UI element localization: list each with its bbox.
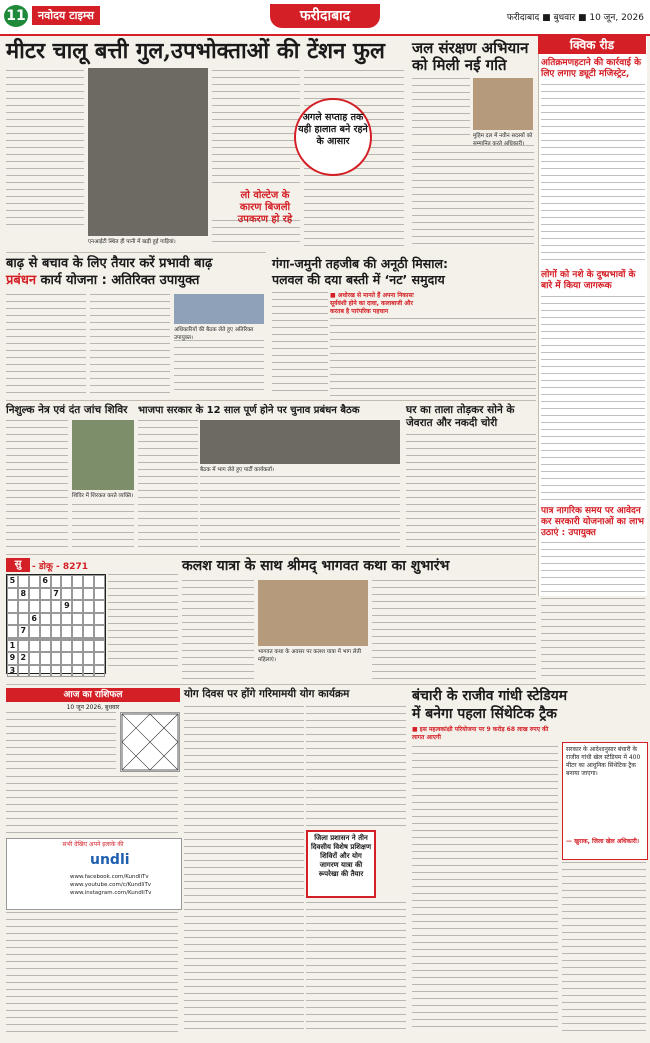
divider — [6, 684, 646, 685]
headline-flood-red: प्रबंधन — [6, 273, 37, 288]
sudoku-cell[interactable] — [7, 588, 18, 601]
sudoku-rules — [108, 574, 178, 672]
photo-flooded-vehicles — [88, 68, 208, 236]
sudoku-cell[interactable] — [51, 640, 62, 653]
sudoku-cell[interactable] — [18, 600, 29, 613]
sudoku-cell[interactable]: 6 — [29, 613, 40, 626]
headline-eyecamp: निशुल्क नेत्र एवं दंत जांच शिविर — [6, 404, 128, 416]
horoscope-date: 10 जून 2026, बुधवार — [66, 704, 120, 711]
headline-ganga-2: पलवल की दया बस्ती में ‘नट’ समुदाय — [272, 272, 445, 287]
article-body-kalash-2 — [372, 580, 536, 680]
horoscope-text-3 — [6, 912, 178, 1034]
sudoku-cell[interactable] — [29, 640, 40, 653]
headline-flood-1: बाढ़ से बचाव के लिए तैयार करें प्रभावी बाढ़ — [6, 256, 213, 271]
lowvolt-callout: लो वोल्टेज के कारण बिजली उपकरण हो रहे — [237, 190, 293, 225]
sudoku-cell[interactable]: 6 — [40, 575, 51, 588]
sudoku-cell[interactable] — [18, 613, 29, 626]
sudoku-cell[interactable]: 7 — [51, 588, 62, 601]
headline-bjp: भाजपा सरकार के 12 साल पूर्ण होने पर चुनाव प्रबंधन बैठक — [138, 405, 360, 416]
sudoku-cell[interactable] — [29, 665, 40, 678]
photo-bjp-meeting — [200, 420, 400, 464]
horoscope-text-2 — [6, 776, 178, 834]
sudoku-cell[interactable] — [29, 575, 40, 588]
sudoku-cell[interactable] — [72, 640, 83, 653]
sudoku-cell[interactable] — [94, 600, 105, 613]
sudoku-cell[interactable] — [61, 665, 72, 678]
sudoku-cell[interactable] — [94, 640, 105, 653]
sudoku-cell[interactable] — [40, 652, 51, 665]
sudoku-cell[interactable] — [94, 625, 105, 638]
article-body-meter-2 — [212, 70, 300, 185]
ad-url-facebook[interactable]: www.facebook.com/KundliTv — [70, 874, 149, 880]
sudoku-cell[interactable] — [94, 665, 105, 678]
ad-url-instagram[interactable]: www.instagram.com/KundliTv — [70, 890, 152, 896]
article-body-kalash — [182, 580, 254, 680]
sudoku-cell[interactable]: 9 — [7, 652, 18, 665]
headline-meter: मीटर चालू बत्ती गुल,उपभोक्ताओं की टेंशन फुल — [6, 38, 385, 64]
headline-stadium-2: में बनेगा पहला सिंथेटिक ट्रैक — [412, 706, 557, 722]
article-body-eyecamp-2 — [72, 504, 134, 550]
article-body-stadium — [412, 746, 558, 1032]
stadium-subhead: ■ इस महत्वकांक्षी परियोजना पर 9 करोड़ 68 लाख रुपए की लागत आएगी — [412, 726, 549, 741]
article-body-flood-3 — [174, 340, 264, 396]
ad-brand: undli — [90, 852, 130, 868]
photo-caption-water: मुहिम दल में नवीन सदस्यों को सम्मानित करते अधिकारी। — [473, 133, 533, 147]
sudoku-cell[interactable] — [7, 600, 18, 613]
article-body-yoga-2 — [306, 706, 406, 826]
sudoku-cell[interactable]: 5 — [7, 575, 18, 588]
sudoku-title: सु — [6, 558, 30, 572]
sudoku-cell[interactable] — [72, 613, 83, 626]
sudoku-cell[interactable] — [72, 600, 83, 613]
photo-flood-meeting — [174, 294, 264, 324]
sudoku-cell[interactable] — [94, 652, 105, 665]
sudoku-cell[interactable] — [29, 625, 40, 638]
headline-theft: घर का ताला तोड़कर सोने के जेवरात और नकदी चोरी — [406, 404, 515, 429]
headline-ganga-1: गंगा-जमुनी तहजीब की अनूठी मिसाल: — [272, 256, 448, 271]
sudoku-cell[interactable] — [51, 613, 62, 626]
sudoku-cell[interactable]: 9 — [61, 600, 72, 613]
sudoku-cell[interactable]: 1 — [7, 640, 18, 653]
divider — [6, 252, 266, 253]
sudoku-cell[interactable]: 3 — [7, 665, 18, 678]
sudoku-cell[interactable] — [40, 600, 51, 613]
article-body-theft — [406, 434, 536, 550]
article-body-eyecamp — [6, 420, 68, 550]
article-body-ganga — [272, 292, 328, 396]
article-body-water — [412, 78, 470, 140]
sudoku-cell[interactable] — [18, 665, 29, 678]
sudoku-cell[interactable] — [51, 652, 62, 665]
sudoku-cell[interactable] — [61, 640, 72, 653]
sudoku-cell[interactable] — [72, 575, 83, 588]
sudoku-cell[interactable] — [51, 625, 62, 638]
sudoku-cell[interactable] — [83, 613, 94, 626]
sudoku-cell[interactable] — [83, 652, 94, 665]
ganga-subhead-2: सूर्यवंशी होने का दावा, कलाबाजी और — [330, 300, 413, 307]
sudoku-cell[interactable] — [40, 625, 51, 638]
quick-read-headline-2: लोगों को नशे के दुष्प्रभावों के बारे में किया जागरूक — [541, 270, 636, 291]
dateline: फरीदाबाद ■ बुधवार ■ 10 जून, 2026 — [506, 13, 644, 23]
ganga-subhead-3: करतब है पारंपरिक पहचान — [330, 308, 389, 315]
article-body-bjp-2 — [200, 476, 400, 550]
sudoku-grid[interactable] — [6, 574, 106, 674]
headline-flood-2 — [6, 273, 268, 289]
sudoku-cell[interactable] — [83, 640, 94, 653]
article-body-meter — [6, 70, 84, 230]
sudoku-cell[interactable] — [7, 625, 18, 638]
sudoku-cell[interactable] — [40, 640, 51, 653]
horoscope-title: आज का राशिफल — [6, 688, 180, 702]
sudoku-cell[interactable] — [72, 588, 83, 601]
article-body-water-2 — [412, 145, 534, 245]
sudoku-cell[interactable] — [29, 600, 40, 613]
sudoku-cell[interactable] — [29, 652, 40, 665]
divider — [6, 554, 536, 555]
sudoku-cell[interactable] — [51, 575, 62, 588]
sudoku-cell[interactable] — [61, 613, 72, 626]
sudoku-cell[interactable] — [61, 625, 72, 638]
ad-url-youtube[interactable]: www.youtube.com/c/KundliTv — [70, 882, 152, 888]
sudoku-cell[interactable] — [83, 665, 94, 678]
quote-circle: अगले सप्ताह तक यही हालात बने रहने के आसार — [294, 98, 372, 176]
photo-eyecamp — [72, 420, 134, 490]
photo-caption-flood: अधिकारियों की बैठक लेते हुए अतिरिक्त उपायुक्त। — [174, 327, 254, 341]
sudoku-cell[interactable] — [83, 588, 94, 601]
article-body-bjp — [138, 420, 198, 550]
quick-read-body-3 — [541, 542, 645, 682]
sudoku-cell[interactable] — [40, 613, 51, 626]
quick-read-title: क्विक रीड — [538, 36, 646, 54]
headline-kalash: कलश यात्रा के साथ श्रीमद् भागवत कथा का शुभारंभ — [182, 558, 450, 574]
headline-water: जल संरक्षण अभियान को मिली नई गति — [412, 39, 529, 74]
sudoku-cell[interactable] — [61, 588, 72, 601]
stadium-side-attr: — खुराक, जिला खेल अधिकारी। — [566, 838, 640, 845]
quick-read-headline-3: पात्र नागरिक समय पर आवेदन कर सरकारी योजनाओं का लाभ उठाएं : उपायुक्त — [541, 506, 644, 538]
article-body-flood-2 — [90, 294, 170, 396]
sudoku-cell[interactable] — [83, 625, 94, 638]
sudoku-cell[interactable] — [83, 600, 94, 613]
sudoku-cell[interactable] — [94, 613, 105, 626]
sudoku-cell[interactable] — [61, 652, 72, 665]
sudoku-cell[interactable] — [40, 665, 51, 678]
photo-caption-bjp: बैठक में भाग लेते हुए पार्टी कार्यकर्ता। — [200, 467, 275, 473]
article-body-yoga-3 — [306, 902, 406, 1032]
sudoku-cell[interactable] — [94, 588, 105, 601]
headline-yoga: योग दिवस पर होंगे गरिमामयी योग कार्यक्रम — [184, 688, 350, 700]
sudoku-cell[interactable]: 8 — [18, 588, 29, 601]
horoscope-chart — [120, 712, 180, 772]
quick-read-body-2 — [541, 296, 645, 501]
sudoku-cell[interactable] — [83, 575, 94, 588]
horoscope-text — [6, 712, 116, 772]
page-number: 11 — [4, 5, 28, 27]
sudoku-cell[interactable] — [29, 588, 40, 601]
article-body-stadium-2 — [562, 862, 646, 1032]
sudoku-cell[interactable] — [72, 665, 83, 678]
brand-logo: नवोदय टाइम्स — [32, 6, 100, 25]
sudoku-cell[interactable] — [18, 575, 29, 588]
article-body-ganga-2 — [330, 318, 536, 396]
sudoku-cell[interactable] — [51, 600, 62, 613]
photo-water-campaign — [473, 78, 533, 130]
ad-tagline: सभी देखिए अपने इलाके की — [62, 841, 124, 848]
article-body-flood — [6, 294, 86, 396]
photo-caption-meter: एनआईटी स्थित ही पानी में खड़ी हुई गाड़ियां। — [88, 239, 176, 245]
sudoku-cell[interactable] — [72, 625, 83, 638]
quick-read-body-1 — [541, 84, 645, 264]
photo-kalash-yatra — [258, 580, 368, 646]
sudoku-cell[interactable] — [61, 575, 72, 588]
photo-caption-kalash: भागवत कथा के अवसर पर कलश यात्रा में भाग लेती महिलाएं। — [258, 649, 362, 663]
headline-flood-rest: कार्य योजना : अतिरिक्त उपायुक्त — [36, 273, 200, 288]
divider — [6, 400, 536, 401]
headline-stadium-1: बंचारी के राजीव गांधी स्टेडियम — [412, 688, 568, 704]
city-banner: फरीदाबाद — [270, 4, 380, 28]
sudoku-cell[interactable] — [40, 588, 51, 601]
sudoku-cell[interactable] — [51, 665, 62, 678]
sudoku-cell[interactable] — [94, 575, 105, 588]
sudoku-cell[interactable] — [72, 652, 83, 665]
quick-read-headline-1: अतिक्रमणहटाने की कार्रवाई के लिए लगाए ड्यूटी मजिस्ट्रेट, — [541, 58, 642, 79]
ganga-subhead-1: ■ अधोरख से मानते हैं अपना निकासः — [330, 292, 414, 299]
sudoku-cell[interactable]: 7 — [18, 625, 29, 638]
sudoku-cell[interactable] — [18, 640, 29, 653]
sudoku-label: - डोकू - 8271 — [32, 562, 88, 572]
yoga-callout: जिला प्रशासन ने तीन दिवसीय विशेष प्रशिक्षण शिविरों और योग जागरण यात्रा की रूपरेखा की तैयार — [306, 830, 376, 898]
horoscope-chart-svg — [121, 713, 179, 771]
article-body-meter-3 — [212, 220, 300, 246]
sudoku-cell[interactable] — [7, 613, 18, 626]
photo-caption-eyecamp: शिविर में शिरकत करते व्यक्ति। — [72, 493, 134, 499]
article-body-yoga — [184, 706, 304, 1032]
sudoku-cell[interactable]: 2 — [18, 652, 29, 665]
stadium-side-quote: सरकार के आदेशानुसार बंचारी के राजीव गांधी खेल स्टेडियम में 400 मीटर का आधुनिक सिंथेटिक ट्रैक बनाया जाएगा। — [566, 746, 641, 777]
